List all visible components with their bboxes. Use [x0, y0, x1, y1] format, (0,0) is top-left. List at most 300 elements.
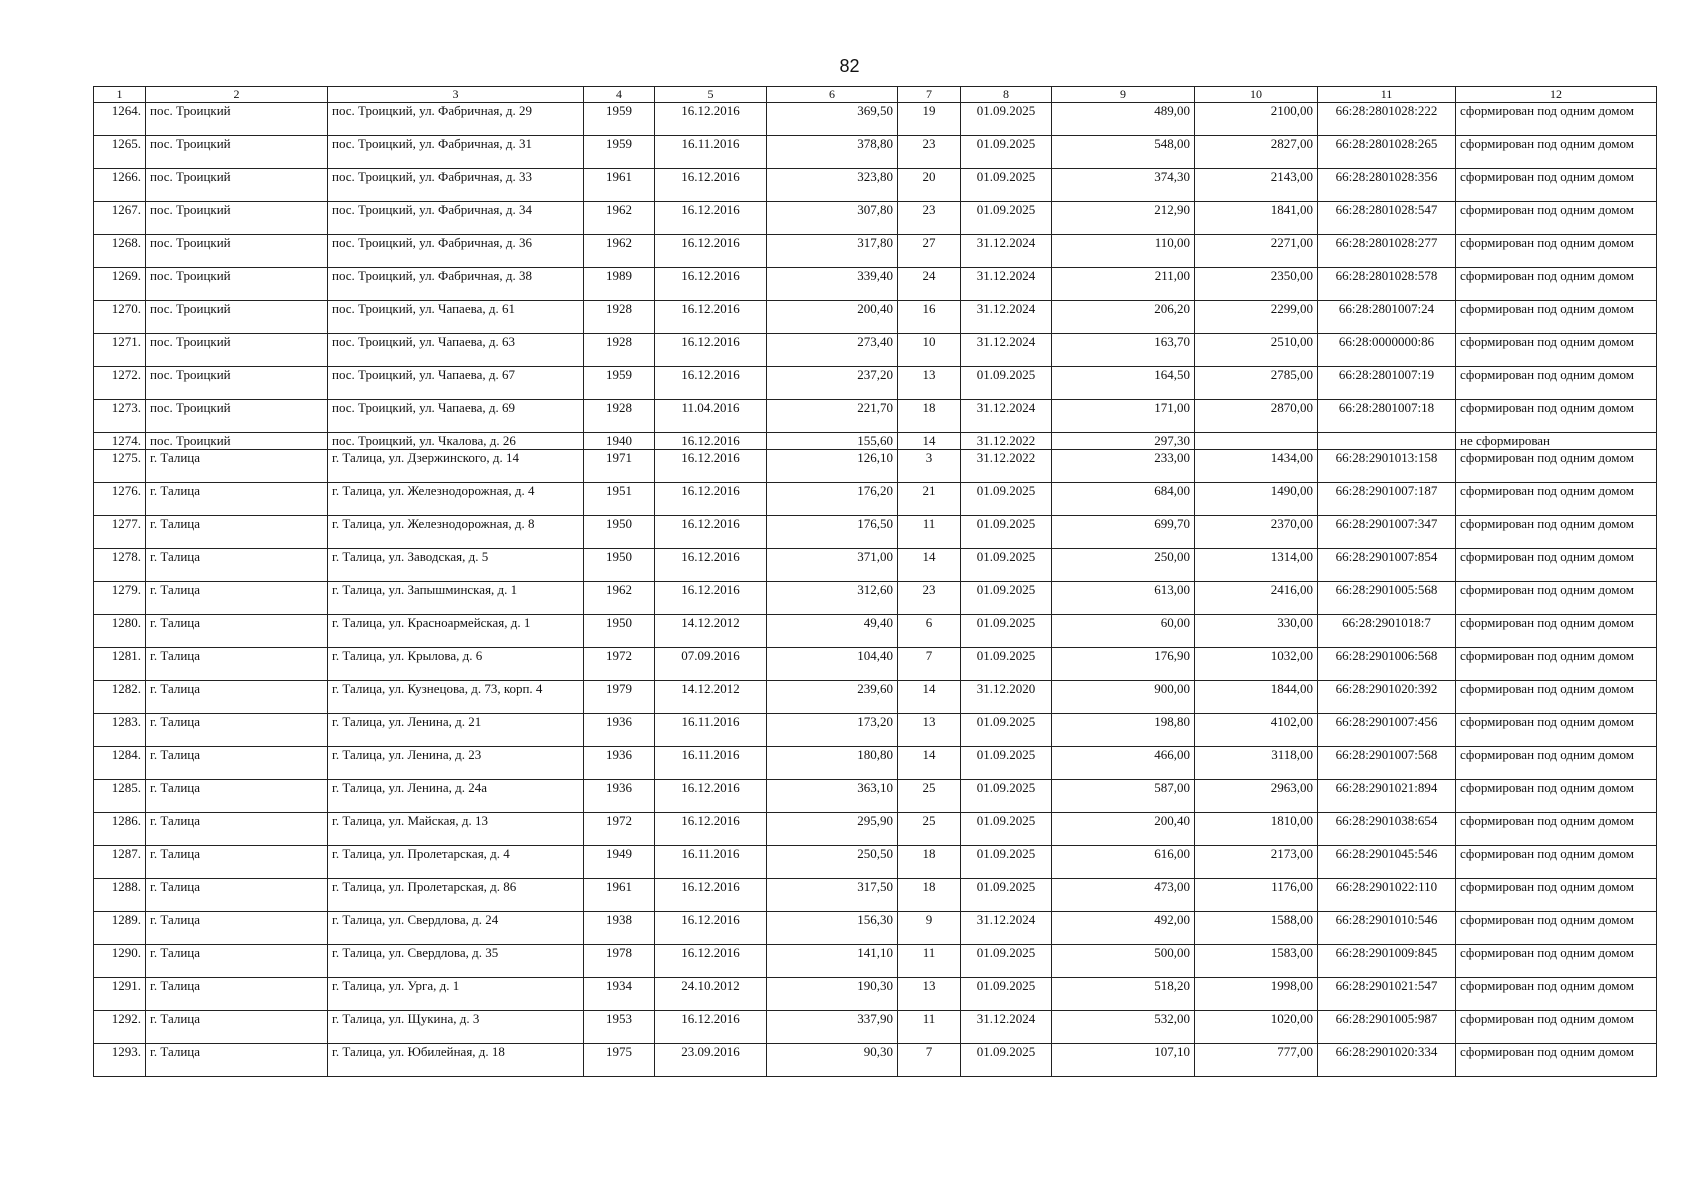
deadline-cell: 01.09.2025: [961, 169, 1052, 202]
value-9-cell: 110,00: [1052, 235, 1195, 268]
address-cell: пос. Троицкий, ул. Фабричная, д. 36: [328, 235, 584, 268]
date-cell: 23.09.2016: [655, 1044, 767, 1077]
value-10-cell: 1998,00: [1195, 978, 1318, 1011]
table-row: [94, 681, 1657, 714]
table-row: [94, 615, 1657, 648]
status-cell: сформирован под одним домом: [1456, 912, 1657, 945]
deadline-cell: 01.09.2025: [961, 367, 1052, 400]
cadastral-number-cell: 66:28:2801007:19: [1318, 367, 1456, 400]
value-10-cell: 777,00: [1195, 1044, 1318, 1077]
value-9-cell: 684,00: [1052, 483, 1195, 516]
date-cell: 16.12.2016: [655, 433, 767, 450]
area-cell: 190,30: [767, 978, 898, 1011]
date-cell: 16.12.2016: [655, 103, 767, 136]
year-built-cell: 1979: [584, 681, 655, 714]
deadline-cell: 31.12.2022: [961, 433, 1052, 450]
status-cell: сформирован под одним домом: [1456, 879, 1657, 912]
row-number-cell: 1272.: [94, 367, 146, 400]
deadline-cell: 31.12.2024: [961, 912, 1052, 945]
address-cell: г. Талица, ул. Ленина, д. 24а: [328, 780, 584, 813]
year-built-cell: 1962: [584, 202, 655, 235]
value-9-cell: 250,00: [1052, 549, 1195, 582]
settlement-cell: пос. Троицкий: [146, 169, 328, 202]
date-cell: 16.12.2016: [655, 813, 767, 846]
cadastral-number-cell: 66:28:2901007:347: [1318, 516, 1456, 549]
table-row: [94, 235, 1657, 268]
settlement-cell: г. Талица: [146, 747, 328, 780]
area-cell: 369,50: [767, 103, 898, 136]
deadline-cell: 01.09.2025: [961, 978, 1052, 1011]
column-header: 7: [898, 87, 961, 103]
residents-cell: 11: [898, 516, 961, 549]
area-cell: 173,20: [767, 714, 898, 747]
settlement-cell: г. Талица: [146, 615, 328, 648]
address-cell: пос. Троицкий, ул. Фабричная, д. 29: [328, 103, 584, 136]
area-cell: 371,00: [767, 549, 898, 582]
value-10-cell: 2173,00: [1195, 846, 1318, 879]
area-cell: 176,50: [767, 516, 898, 549]
value-10-cell: 2870,00: [1195, 400, 1318, 433]
settlement-cell: пос. Троицкий: [146, 268, 328, 301]
value-9-cell: 211,00: [1052, 268, 1195, 301]
row-number-cell: 1264.: [94, 103, 146, 136]
value-10-cell: 1810,00: [1195, 813, 1318, 846]
cadastral-number-cell: 66:28:2901007:854: [1318, 549, 1456, 582]
cadastral-number-cell: 66:28:2901010:546: [1318, 912, 1456, 945]
deadline-cell: 01.09.2025: [961, 549, 1052, 582]
settlement-cell: г. Талица: [146, 516, 328, 549]
value-10-cell: 2827,00: [1195, 136, 1318, 169]
cadastral-number-cell: [1318, 433, 1456, 450]
cadastral-number-cell: 66:28:2901021:894: [1318, 780, 1456, 813]
year-built-cell: 1951: [584, 483, 655, 516]
cadastral-number-cell: 66:28:2901009:845: [1318, 945, 1456, 978]
status-cell: сформирован под одним домом: [1456, 714, 1657, 747]
year-built-cell: 1950: [584, 615, 655, 648]
settlement-cell: г. Талица: [146, 714, 328, 747]
deadline-cell: 01.09.2025: [961, 714, 1052, 747]
column-header: 5: [655, 87, 767, 103]
residents-cell: 20: [898, 169, 961, 202]
area-cell: 317,50: [767, 879, 898, 912]
value-10-cell: 2963,00: [1195, 780, 1318, 813]
row-number-cell: 1281.: [94, 648, 146, 681]
year-built-cell: 1959: [584, 136, 655, 169]
year-built-cell: 1936: [584, 714, 655, 747]
value-10-cell: 2350,00: [1195, 268, 1318, 301]
address-cell: пос. Троицкий, ул. Чапаева, д. 67: [328, 367, 584, 400]
cadastral-number-cell: 66:28:2901013:158: [1318, 450, 1456, 483]
date-cell: 14.12.2012: [655, 615, 767, 648]
address-cell: пос. Троицкий, ул. Чкалова, д. 26: [328, 433, 584, 450]
column-header: 4: [584, 87, 655, 103]
value-10-cell: 1583,00: [1195, 945, 1318, 978]
row-number-cell: 1280.: [94, 615, 146, 648]
residents-cell: 23: [898, 136, 961, 169]
address-cell: г. Талица, ул. Урга, д. 1: [328, 978, 584, 1011]
row-number-cell: 1270.: [94, 301, 146, 334]
value-9-cell: 374,30: [1052, 169, 1195, 202]
settlement-cell: г. Талица: [146, 648, 328, 681]
deadline-cell: 01.09.2025: [961, 648, 1052, 681]
value-10-cell: 1314,00: [1195, 549, 1318, 582]
deadline-cell: 31.12.2024: [961, 235, 1052, 268]
settlement-cell: г. Талица: [146, 549, 328, 582]
status-cell: не сформирован: [1456, 433, 1657, 450]
value-9-cell: 212,90: [1052, 202, 1195, 235]
table-row: [94, 1044, 1657, 1077]
cadastral-number-cell: 66:28:2801007:24: [1318, 301, 1456, 334]
address-cell: г. Талица, ул. Кузнецова, д. 73, корп. 4: [328, 681, 584, 714]
residents-cell: 14: [898, 747, 961, 780]
address-cell: г. Талица, ул. Свердлова, д. 24: [328, 912, 584, 945]
status-cell: сформирован под одним домом: [1456, 681, 1657, 714]
table-row: [94, 450, 1657, 483]
status-cell: сформирован под одним домом: [1456, 1044, 1657, 1077]
row-number-cell: 1273.: [94, 400, 146, 433]
value-9-cell: 233,00: [1052, 450, 1195, 483]
value-10-cell: 2271,00: [1195, 235, 1318, 268]
residents-cell: 14: [898, 549, 961, 582]
date-cell: 16.12.2016: [655, 945, 767, 978]
area-cell: 307,80: [767, 202, 898, 235]
date-cell: 16.12.2016: [655, 235, 767, 268]
area-cell: 156,30: [767, 912, 898, 945]
residents-cell: 25: [898, 813, 961, 846]
area-cell: 176,20: [767, 483, 898, 516]
row-number-cell: 1287.: [94, 846, 146, 879]
cadastral-number-cell: 66:28:2901005:568: [1318, 582, 1456, 615]
column-header: 11: [1318, 87, 1456, 103]
deadline-cell: 31.12.2020: [961, 681, 1052, 714]
area-cell: 312,60: [767, 582, 898, 615]
row-number-cell: 1288.: [94, 879, 146, 912]
cadastral-number-cell: 66:28:2801028:222: [1318, 103, 1456, 136]
year-built-cell: 1928: [584, 301, 655, 334]
deadline-cell: 01.09.2025: [961, 615, 1052, 648]
value-10-cell: 2299,00: [1195, 301, 1318, 334]
area-cell: 273,40: [767, 334, 898, 367]
date-cell: 16.12.2016: [655, 780, 767, 813]
residents-cell: 13: [898, 714, 961, 747]
column-header: 3: [328, 87, 584, 103]
area-cell: 250,50: [767, 846, 898, 879]
address-cell: г. Талица, ул. Пролетарская, д. 4: [328, 846, 584, 879]
row-number-cell: 1286.: [94, 813, 146, 846]
area-cell: 295,90: [767, 813, 898, 846]
address-cell: г. Талица, ул. Щукина, д. 3: [328, 1011, 584, 1044]
residents-cell: 11: [898, 1011, 961, 1044]
column-header: 8: [961, 87, 1052, 103]
value-9-cell: 163,70: [1052, 334, 1195, 367]
table-row: [94, 879, 1657, 912]
row-number-cell: 1291.: [94, 978, 146, 1011]
area-cell: 141,10: [767, 945, 898, 978]
area-cell: 90,30: [767, 1044, 898, 1077]
year-built-cell: 1940: [584, 433, 655, 450]
address-cell: г. Талица, ул. Заводская, д. 5: [328, 549, 584, 582]
value-9-cell: 613,00: [1052, 582, 1195, 615]
address-cell: пос. Троицкий, ул. Фабричная, д. 33: [328, 169, 584, 202]
row-number-cell: 1265.: [94, 136, 146, 169]
value-10-cell: 330,00: [1195, 615, 1318, 648]
value-10-cell: 1032,00: [1195, 648, 1318, 681]
address-cell: пос. Троицкий, ул. Чапаева, д. 63: [328, 334, 584, 367]
year-built-cell: 1971: [584, 450, 655, 483]
row-number-cell: 1275.: [94, 450, 146, 483]
date-cell: 16.12.2016: [655, 169, 767, 202]
deadline-cell: 31.12.2024: [961, 268, 1052, 301]
area-cell: 104,40: [767, 648, 898, 681]
settlement-cell: пос. Троицкий: [146, 136, 328, 169]
status-cell: сформирован под одним домом: [1456, 648, 1657, 681]
column-number-row: [94, 87, 1657, 103]
value-9-cell: 164,50: [1052, 367, 1195, 400]
deadline-cell: 01.09.2025: [961, 483, 1052, 516]
cadastral-number-cell: 66:28:2801028:547: [1318, 202, 1456, 235]
status-cell: сформирован под одним домом: [1456, 615, 1657, 648]
year-built-cell: 1928: [584, 334, 655, 367]
cadastral-number-cell: 66:28:2901038:654: [1318, 813, 1456, 846]
value-10-cell: 3118,00: [1195, 747, 1318, 780]
date-cell: 16.12.2016: [655, 879, 767, 912]
cadastral-number-cell: 66:28:2901007:456: [1318, 714, 1456, 747]
column-header: 9: [1052, 87, 1195, 103]
table-row: [94, 945, 1657, 978]
row-number-cell: 1279.: [94, 582, 146, 615]
year-built-cell: 1949: [584, 846, 655, 879]
value-10-cell: 2370,00: [1195, 516, 1318, 549]
residents-cell: 25: [898, 780, 961, 813]
status-cell: сформирован под одним домом: [1456, 367, 1657, 400]
date-cell: 16.12.2016: [655, 334, 767, 367]
status-cell: сформирован под одним домом: [1456, 136, 1657, 169]
address-cell: пос. Троицкий, ул. Фабричная, д. 34: [328, 202, 584, 235]
residents-cell: 18: [898, 400, 961, 433]
cadastral-number-cell: 66:28:2901018:7: [1318, 615, 1456, 648]
row-number-cell: 1268.: [94, 235, 146, 268]
cadastral-number-cell: 66:28:2901020:392: [1318, 681, 1456, 714]
table-row: [94, 813, 1657, 846]
row-number-cell: 1271.: [94, 334, 146, 367]
value-9-cell: 200,40: [1052, 813, 1195, 846]
settlement-cell: пос. Троицкий: [146, 103, 328, 136]
year-built-cell: 1936: [584, 747, 655, 780]
status-cell: сформирован под одним домом: [1456, 747, 1657, 780]
address-cell: г. Талица, ул. Юбилейная, д. 18: [328, 1044, 584, 1077]
settlement-cell: пос. Троицкий: [146, 433, 328, 450]
row-number-cell: 1269.: [94, 268, 146, 301]
address-cell: г. Талица, ул. Ленина, д. 21: [328, 714, 584, 747]
table-row: [94, 202, 1657, 235]
table-row: [94, 846, 1657, 879]
column-header: 1: [94, 87, 146, 103]
settlement-cell: г. Талица: [146, 483, 328, 516]
table-row: [94, 433, 1657, 450]
cadastral-number-cell: 66:28:2801007:18: [1318, 400, 1456, 433]
column-header: 2: [146, 87, 328, 103]
cadastral-number-cell: 66:28:2801028:578: [1318, 268, 1456, 301]
status-cell: сформирован под одним домом: [1456, 813, 1657, 846]
status-cell: сформирован под одним домом: [1456, 268, 1657, 301]
settlement-cell: пос. Троицкий: [146, 400, 328, 433]
table-row: [94, 483, 1657, 516]
value-10-cell: 1020,00: [1195, 1011, 1318, 1044]
address-cell: г. Талица, ул. Крылова, д. 6: [328, 648, 584, 681]
value-10-cell: 1434,00: [1195, 450, 1318, 483]
table-row: [94, 747, 1657, 780]
deadline-cell: 31.12.2024: [961, 301, 1052, 334]
settlement-cell: г. Талица: [146, 582, 328, 615]
date-cell: 16.12.2016: [655, 483, 767, 516]
residents-cell: 6: [898, 615, 961, 648]
settlement-cell: г. Талица: [146, 945, 328, 978]
area-cell: 337,90: [767, 1011, 898, 1044]
deadline-cell: 01.09.2025: [961, 780, 1052, 813]
value-10-cell: 2416,00: [1195, 582, 1318, 615]
cadastral-number-cell: 66:28:0000000:86: [1318, 334, 1456, 367]
area-cell: 323,80: [767, 169, 898, 202]
area-cell: 200,40: [767, 301, 898, 334]
area-cell: 317,80: [767, 235, 898, 268]
settlement-cell: г. Талица: [146, 978, 328, 1011]
status-cell: сформирован под одним домом: [1456, 400, 1657, 433]
date-cell: 16.12.2016: [655, 516, 767, 549]
deadline-cell: 01.09.2025: [961, 582, 1052, 615]
status-cell: сформирован под одним домом: [1456, 516, 1657, 549]
settlement-cell: пос. Троицкий: [146, 301, 328, 334]
deadline-cell: 31.12.2024: [961, 1011, 1052, 1044]
date-cell: 16.12.2016: [655, 1011, 767, 1044]
settlement-cell: пос. Троицкий: [146, 334, 328, 367]
year-built-cell: 1962: [584, 235, 655, 268]
value-9-cell: 466,00: [1052, 747, 1195, 780]
value-9-cell: 206,20: [1052, 301, 1195, 334]
table-row: [94, 582, 1657, 615]
date-cell: 16.12.2016: [655, 367, 767, 400]
table-row: [94, 516, 1657, 549]
table-row: [94, 912, 1657, 945]
address-cell: г. Талица, ул. Железнодорожная, д. 4: [328, 483, 584, 516]
cadastral-number-cell: 66:28:2901005:987: [1318, 1011, 1456, 1044]
residents-cell: 21: [898, 483, 961, 516]
year-built-cell: 1934: [584, 978, 655, 1011]
year-built-cell: 1928: [584, 400, 655, 433]
residents-cell: 7: [898, 1044, 961, 1077]
residents-cell: 18: [898, 846, 961, 879]
status-cell: сформирован под одним домом: [1456, 549, 1657, 582]
residents-cell: 23: [898, 202, 961, 235]
address-cell: пос. Троицкий, ул. Чапаева, д. 61: [328, 301, 584, 334]
value-9-cell: 518,20: [1052, 978, 1195, 1011]
date-cell: 16.12.2016: [655, 202, 767, 235]
address-cell: г. Талица, ул. Запышминская, д. 1: [328, 582, 584, 615]
settlement-cell: г. Талица: [146, 879, 328, 912]
year-built-cell: 1961: [584, 879, 655, 912]
status-cell: сформирован под одним домом: [1456, 301, 1657, 334]
table-row: [94, 1011, 1657, 1044]
year-built-cell: 1959: [584, 367, 655, 400]
table-row: [94, 334, 1657, 367]
value-10-cell: 1844,00: [1195, 681, 1318, 714]
table-row: [94, 301, 1657, 334]
deadline-cell: 01.09.2025: [961, 202, 1052, 235]
status-cell: сформирован под одним домом: [1456, 846, 1657, 879]
value-10-cell: 1490,00: [1195, 483, 1318, 516]
address-cell: г. Талица, ул. Свердлова, д. 35: [328, 945, 584, 978]
year-built-cell: 1959: [584, 103, 655, 136]
address-cell: г. Талица, ул. Ленина, д. 23: [328, 747, 584, 780]
date-cell: 16.11.2016: [655, 714, 767, 747]
deadline-cell: 01.09.2025: [961, 813, 1052, 846]
year-built-cell: 1936: [584, 780, 655, 813]
area-cell: 378,80: [767, 136, 898, 169]
area-cell: 221,70: [767, 400, 898, 433]
deadline-cell: 01.09.2025: [961, 747, 1052, 780]
date-cell: 16.11.2016: [655, 747, 767, 780]
value-9-cell: 297,30: [1052, 433, 1195, 450]
year-built-cell: 1972: [584, 648, 655, 681]
value-9-cell: 60,00: [1052, 615, 1195, 648]
year-built-cell: 1953: [584, 1011, 655, 1044]
deadline-cell: 31.12.2022: [961, 450, 1052, 483]
value-9-cell: 473,00: [1052, 879, 1195, 912]
row-number-cell: 1289.: [94, 912, 146, 945]
year-built-cell: 1972: [584, 813, 655, 846]
address-cell: г. Талица, ул. Красноармейская, д. 1: [328, 615, 584, 648]
status-cell: сформирован под одним домом: [1456, 202, 1657, 235]
value-10-cell: 1588,00: [1195, 912, 1318, 945]
status-cell: сформирован под одним домом: [1456, 235, 1657, 268]
cadastral-number-cell: 66:28:2901007:568: [1318, 747, 1456, 780]
address-cell: г. Талица, ул. Железнодорожная, д. 8: [328, 516, 584, 549]
area-cell: 180,80: [767, 747, 898, 780]
year-built-cell: 1950: [584, 549, 655, 582]
year-built-cell: 1975: [584, 1044, 655, 1077]
row-number-cell: 1277.: [94, 516, 146, 549]
table-row: [94, 268, 1657, 301]
table-row: [94, 103, 1657, 136]
date-cell: 11.04.2016: [655, 400, 767, 433]
cadastral-number-cell: 66:28:2801028:265: [1318, 136, 1456, 169]
table-row: [94, 549, 1657, 582]
table-row: [94, 780, 1657, 813]
area-cell: 155,60: [767, 433, 898, 450]
value-9-cell: 587,00: [1052, 780, 1195, 813]
value-9-cell: 107,10: [1052, 1044, 1195, 1077]
row-number-cell: 1283.: [94, 714, 146, 747]
value-10-cell: 2100,00: [1195, 103, 1318, 136]
date-cell: 14.12.2012: [655, 681, 767, 714]
deadline-cell: 31.12.2024: [961, 334, 1052, 367]
value-9-cell: 532,00: [1052, 1011, 1195, 1044]
value-9-cell: 198,80: [1052, 714, 1195, 747]
value-9-cell: 699,70: [1052, 516, 1195, 549]
deadline-cell: 01.09.2025: [961, 1044, 1052, 1077]
area-cell: 363,10: [767, 780, 898, 813]
residents-cell: 19: [898, 103, 961, 136]
row-number-cell: 1266.: [94, 169, 146, 202]
status-cell: сформирован под одним домом: [1456, 582, 1657, 615]
value-9-cell: 492,00: [1052, 912, 1195, 945]
settlement-cell: г. Талица: [146, 681, 328, 714]
column-header: 12: [1456, 87, 1657, 103]
value-9-cell: 171,00: [1052, 400, 1195, 433]
date-cell: 16.11.2016: [655, 136, 767, 169]
status-cell: сформирован под одним домом: [1456, 1011, 1657, 1044]
status-cell: сформирован под одним домом: [1456, 483, 1657, 516]
cadastral-number-cell: 66:28:2901020:334: [1318, 1044, 1456, 1077]
